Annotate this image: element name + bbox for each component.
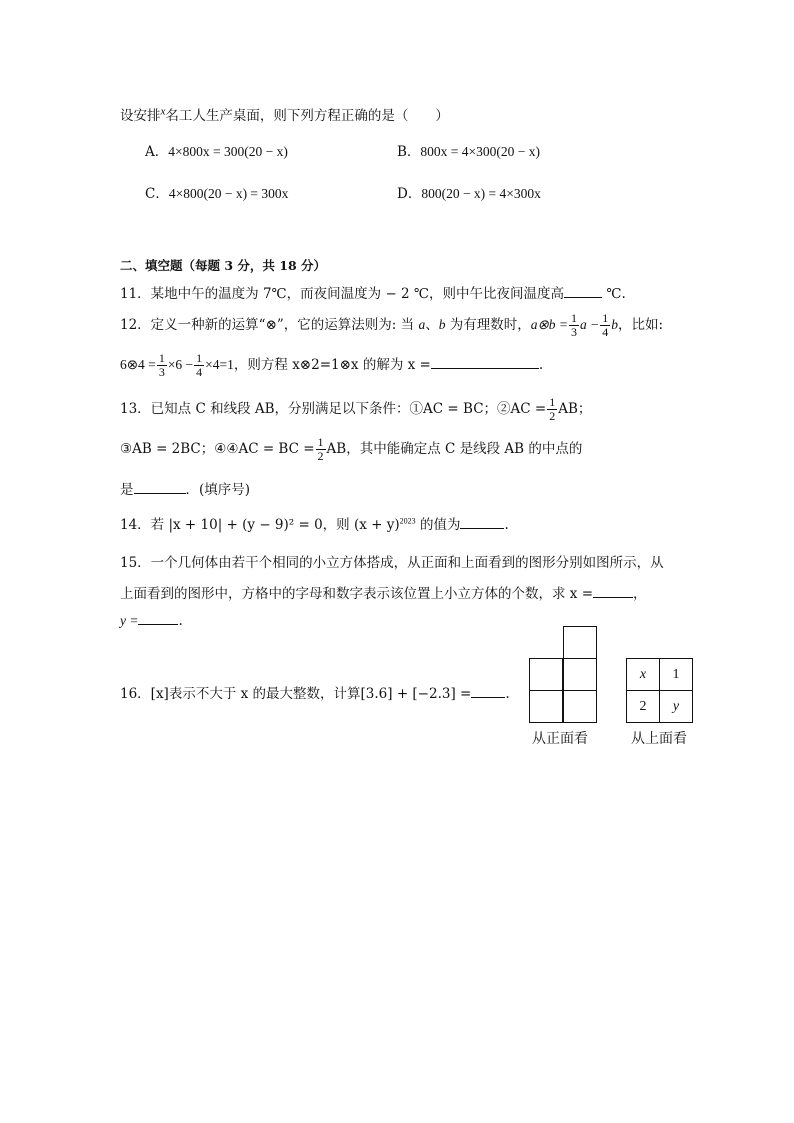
q12-line1: 12．定义一种新的运算“⊗”，它的运算法则为: 当 a、b 为有理数时，a⊗b = $\frac{1}{3}$ a − $\frac{1}{4}$ b，比如: — [120, 311, 664, 339]
q14-blank — [460, 516, 504, 529]
q13-line1: 13．已知点 C 和线段 AB，分别满足以下条件：①AC = BC；②AC = $\frac{1}{2}$ AB； — [120, 395, 592, 423]
q12-line2: 6⊗4 = $\frac{1}{3}$ ×6 − $\frac{1}{4}$ ×4=1，则方程 x⊗2=1⊗x 的解为 x = . — [120, 351, 544, 379]
q11: 11．某地中午的温度为 7℃，而夜间温度为 − 2 ℃，则中午比夜间温度高 ℃. — [120, 286, 626, 302]
q12-example-fraction-1-3: $\frac{1}{3}$ — [158, 351, 165, 379]
q16: 16．[x]表示不大于 x 的最大整数，计算[3.6] + [−2.3] = . — [120, 686, 510, 702]
q14: 14．若 |x + 10| + (y − 9)² = 0，则 $(x + y)^{2023}$ 的值为 . — [120, 516, 509, 533]
q10-option-b: B．800x = 4×300(20 − x) — [397, 144, 541, 160]
q15-blank-x — [593, 585, 633, 598]
q12-example-fraction-1-4: $\frac{1}{4}$ — [196, 351, 203, 379]
top-view-cell-1: 1 — [659, 658, 693, 691]
front-view-cell — [563, 690, 597, 723]
front-view-cell — [529, 658, 563, 691]
top-view-cell-x: x — [626, 658, 660, 691]
q13-blank — [134, 481, 186, 494]
q15-line2: 上面看到的图形中，方格中的字母和数字表示该位置上小立方体的个数，求 x = ， — [120, 586, 647, 602]
q15-line1: 15．一个几何体由若干个相同的小立方体搭成，从正面和上面看到的图形分别如图所示，从 — [120, 555, 664, 571]
q13-fraction-1-2-a: $\frac{1}{2}$ — [549, 395, 556, 423]
q13-line2: ③AB = 2BC；④④AC = BC = $\frac{1}{2}$ AB，其中能确定点 C 是线段 AB 的中点的 — [120, 435, 583, 463]
front-view-cell — [563, 626, 597, 659]
q16-blank — [471, 685, 505, 698]
top-view-cell-2: 2 — [626, 690, 660, 723]
q10-option-a: A．4×800x = 300(20 − x) — [145, 144, 288, 160]
front-view-cell — [529, 690, 563, 723]
q15-line3: y = . — [120, 613, 183, 629]
q11-blank — [564, 285, 602, 298]
top-view-caption: 从上面看 — [631, 731, 687, 747]
q13-fraction-1-2-b: $\frac{1}{2}$ — [317, 435, 324, 463]
section-heading: 二、填空题（每题 3 分，共 18 分） — [120, 258, 327, 273]
front-view-cell — [563, 658, 597, 691]
q10-stem: 设安排$^x$名工人生产桌面，则下列方程正确的是（ ） — [120, 105, 449, 124]
top-view-cell-y: y — [659, 690, 693, 723]
q10-option-d: D．800(20 − x) = 4×300x — [397, 186, 541, 202]
front-view-caption: 从正面看 — [532, 731, 588, 747]
q15-blank-y — [138, 612, 178, 625]
q12-fraction-1-4: $\frac{1}{4}$ — [602, 311, 609, 339]
q12-fraction-1-3: $\frac{1}{3}$ — [571, 311, 578, 339]
q10-option-c: C．4×800(20 − x) = 300x — [145, 186, 289, 202]
q12-blank — [431, 356, 539, 369]
q13-line3: 是 ．(填序号) — [120, 482, 251, 498]
